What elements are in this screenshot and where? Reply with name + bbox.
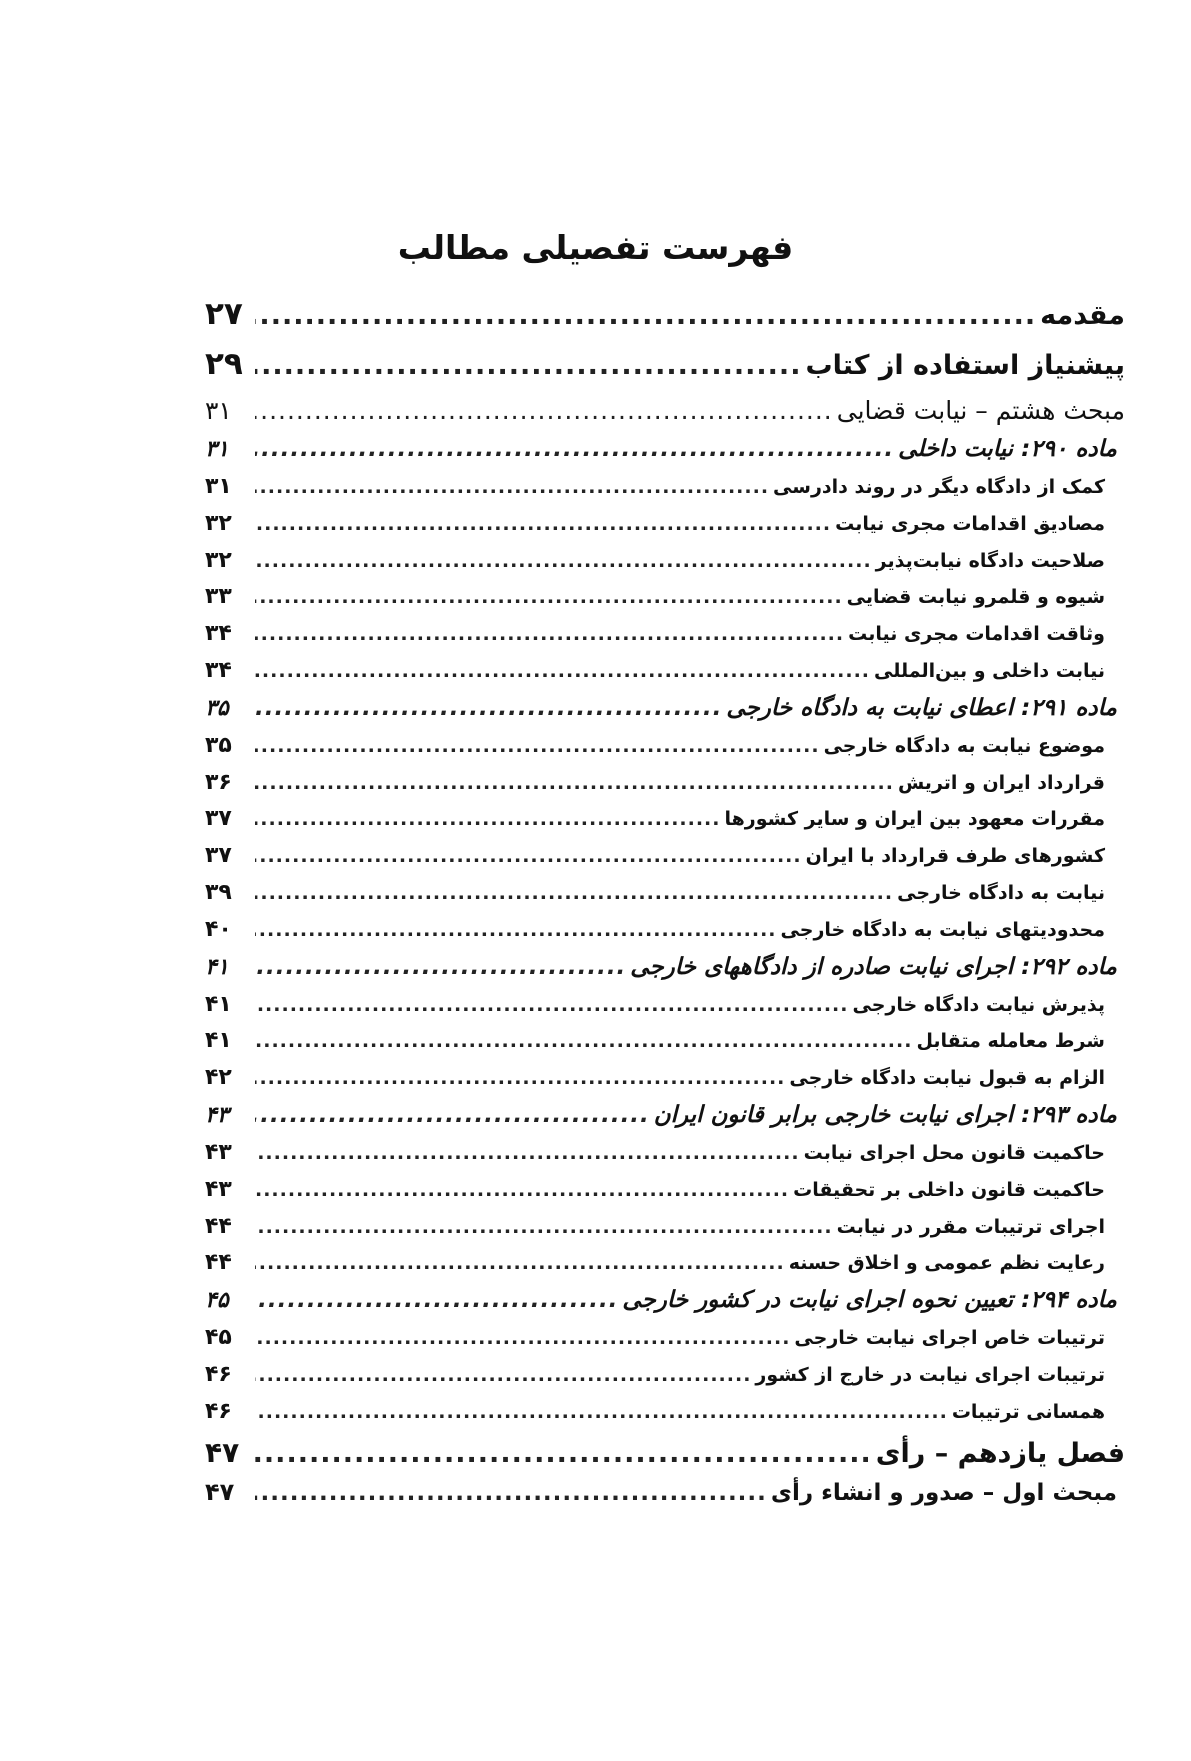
toc-entry: [205, 584, 1105, 621]
toc-dot-leader: [255, 350, 801, 381]
toc-entry: [205, 511, 1105, 548]
toc-dot-leader: [255, 882, 893, 904]
toc-entry: [205, 658, 1105, 695]
toc-dot-leader: [255, 1252, 785, 1274]
toc-entry: [205, 1250, 1105, 1287]
toc-entry: [205, 843, 1105, 880]
toc-page-number: ۳۵: [205, 732, 232, 758]
toc-entry: [205, 1140, 1105, 1177]
toc-entry: [205, 1287, 1117, 1325]
toc-page-number: ۴۱: [205, 954, 229, 980]
toc-entry-label: کشورهای طرف قرارداد با ایران: [805, 845, 1105, 868]
toc-entry: [205, 346, 1125, 396]
toc-entry-label: ماده ۲۹۰: نیابت داخلی: [898, 436, 1117, 462]
toc-entry: [205, 548, 1105, 585]
toc-dot-leader: [255, 1102, 650, 1128]
toc-entry-label: نیابت داخلی و بین‌المللی: [874, 659, 1105, 682]
toc-dot-leader: [255, 660, 870, 682]
toc-entry: [205, 436, 1117, 474]
toc-dot-leader: [255, 623, 844, 645]
toc-entry: [205, 954, 1117, 992]
toc-entry: [205, 806, 1105, 843]
toc-dot-leader: [255, 586, 843, 608]
toc-entry: [205, 621, 1105, 658]
toc-entry-label: همسانی ترتیبات: [951, 1400, 1105, 1423]
toc-page-number: ۴۱: [205, 991, 232, 1017]
toc-entry-label: ترتیبات خاص اجرای نیابت خارجی: [794, 1327, 1105, 1350]
toc-dot-leader: [255, 695, 722, 721]
toc-entry-label: ماده ۲۹۲: اجرای نیابت صادره از دادگاههای خارجی: [630, 953, 1117, 980]
toc-dot-leader: [255, 1438, 872, 1469]
toc-dot-leader: [255, 808, 721, 830]
toc-page-number: ۲۷: [205, 296, 243, 332]
toc-entry-label: نیابت به دادگاه خارجی: [897, 881, 1105, 904]
toc-entry-label: مقررات معهود بین ایران و سایر کشورها: [724, 808, 1105, 831]
toc-dot-leader: [255, 1401, 948, 1423]
toc-dot-leader: [255, 1216, 833, 1238]
toc-entry-label: کمک از دادگاه دیگر در روند دادرسی: [773, 476, 1105, 498]
toc-entry-label: قرارداد ایران و اتریش: [897, 771, 1105, 794]
toc-entry-label: صلاحیت دادگاه نیابت‌پذیر: [875, 549, 1105, 572]
toc-entry: [205, 1028, 1105, 1065]
toc-page-number: ۳۷: [205, 806, 232, 832]
toc-dot-leader: [255, 994, 849, 1016]
toc-dot-leader: [255, 1287, 618, 1313]
toc-entry: [205, 695, 1117, 733]
toc-entry-label: رعایت نظم عمومی و اخلاق حسنه: [788, 1252, 1105, 1275]
toc-entry: [205, 880, 1105, 917]
toc-page-number: ۳۴: [205, 657, 232, 683]
toc-page-number: ۴۳: [205, 1176, 232, 1202]
toc-page-number: ۴۷: [205, 1477, 235, 1506]
page-title: فهرست تفصیلی مطالب: [397, 228, 794, 267]
toc-dot-leader: [255, 476, 769, 498]
toc-entry-label: شیوه و قلمرو نیابت قضایی: [846, 586, 1105, 609]
toc-entry: [205, 1177, 1105, 1214]
toc-dot-leader: [255, 1030, 912, 1052]
toc-dot-leader: [255, 1480, 767, 1506]
toc-dot-leader: [255, 1067, 785, 1089]
toc-entry-label: ماده ۲۹۴: تعیین نحوه اجرای نیابت در کشور خارجی: [622, 1287, 1117, 1314]
toc-page-number: ۴۷: [205, 1435, 240, 1469]
toc-entry-label: فصل یازدهم – رأی: [875, 1437, 1125, 1469]
toc-page-number: ۳۱: [205, 474, 232, 499]
toc-dot-leader: [255, 550, 872, 572]
toc-page-number: ۴۵: [205, 1288, 229, 1314]
toc-entry: [205, 917, 1105, 954]
toc-entry-label: شرط معامله متقابل: [916, 1030, 1105, 1053]
toc-page-number: ۳۱: [205, 437, 229, 462]
toc-entry: [205, 396, 1125, 436]
toc-entry-label: مبحث هشتم – نیابت قضایی: [836, 396, 1125, 425]
toc-entry: [205, 1214, 1105, 1251]
toc-dot-leader: [255, 1179, 789, 1201]
toc-page-number: ۳۵: [205, 695, 229, 721]
toc-dot-leader: [255, 772, 894, 794]
toc-dot-leader: [255, 513, 831, 535]
toc-page-number: ۲۹: [205, 346, 243, 382]
toc-entry-label: ماده ۲۹۱: اعطای نیابت به دادگاه خارجی: [726, 694, 1117, 721]
toc-dot-leader: [255, 1327, 790, 1349]
toc-dot-leader: [255, 436, 894, 462]
toc-entry: [205, 1399, 1105, 1436]
toc-page-number: ۴۴: [205, 1250, 232, 1276]
toc-entry-label: ترتیبات اجرای نیابت در خارج از کشور: [755, 1363, 1105, 1386]
toc-page-number: ۳۱: [205, 396, 232, 425]
toc-page-number: ۴۲: [205, 1065, 232, 1091]
toc-entry-label: حاکمیت قانون محل اجرای نیابت: [803, 1141, 1105, 1164]
toc-page-number: ۳۳: [205, 584, 232, 610]
toc-entry: [205, 1362, 1105, 1399]
toc-dot-leader: [255, 396, 833, 425]
toc-page-number: ۳۶: [205, 769, 232, 795]
toc-page-number: ۳۴: [205, 621, 232, 647]
toc-page-number: ۴۰: [205, 916, 232, 942]
toc-entry: [205, 1436, 1125, 1478]
table-of-contents: [205, 296, 1125, 1518]
toc-entry-label: اجرای ترتیبات مقرر در نیابت: [836, 1215, 1105, 1238]
toc-entry-label: ماده ۲۹۳: اجرای نیابت خارجی برابر قانون ایران: [653, 1101, 1117, 1128]
toc-page-number: ۳۲: [205, 510, 232, 536]
toc-dot-leader: [255, 1142, 800, 1164]
toc-entry: [205, 1102, 1117, 1140]
toc-dot-leader: [255, 845, 802, 867]
toc-entry: [205, 474, 1105, 511]
toc-page-number: ۴۳: [205, 1139, 232, 1165]
toc-dot-leader: [255, 954, 626, 980]
toc-page-number: ۴۶: [205, 1398, 232, 1424]
toc-entry-label: مصادیق اقدامات مجری نیابت: [835, 512, 1105, 535]
toc-entry-label: مبحث اول – صدور و انشاء رأی: [770, 1479, 1117, 1506]
toc-entry: [205, 992, 1105, 1029]
toc-page-number: ۳۲: [205, 547, 232, 573]
toc-entry-label: پیشنیاز استفاده از کتاب: [805, 350, 1125, 381]
toc-dot-leader: [255, 919, 777, 941]
toc-page-number: ۳۹: [205, 879, 232, 905]
toc-entry-label: الزام به قبول نیابت دادگاه خارجی: [789, 1067, 1105, 1090]
toc-entry: [205, 1065, 1105, 1102]
toc-entry-label: پذیرش نیابت دادگاه خارجی: [852, 993, 1105, 1016]
toc-entry-label: مقدمه: [1040, 300, 1125, 331]
toc-entry: [205, 296, 1125, 346]
toc-page-number: ۴۱: [205, 1028, 232, 1054]
toc-dot-leader: [255, 1364, 751, 1386]
toc-entry: [205, 1325, 1105, 1362]
toc-entry-label: موضوع نیابت به دادگاه خارجی: [823, 734, 1105, 757]
toc-page-number: ۴۶: [205, 1361, 232, 1387]
toc-entry: [205, 1478, 1117, 1518]
toc-dot-leader: [255, 300, 1036, 331]
toc-entry: [205, 770, 1105, 807]
toc-entry-label: حاکمیت قانون داخلی بر تحقیقات: [793, 1178, 1105, 1201]
toc-entry-label: وثاقت اقدامات مجری نیابت: [848, 623, 1105, 646]
toc-dot-leader: [255, 735, 820, 757]
toc-page-number: ۴۴: [205, 1213, 232, 1239]
toc-page-number: ۴۳: [205, 1102, 229, 1128]
toc-entry-label: محدودیتهای نیابت به دادگاه خارجی: [780, 918, 1105, 941]
toc-entry: [205, 733, 1105, 770]
toc-page-number: ۳۷: [205, 843, 232, 869]
toc-page-number: ۴۵: [205, 1325, 232, 1351]
